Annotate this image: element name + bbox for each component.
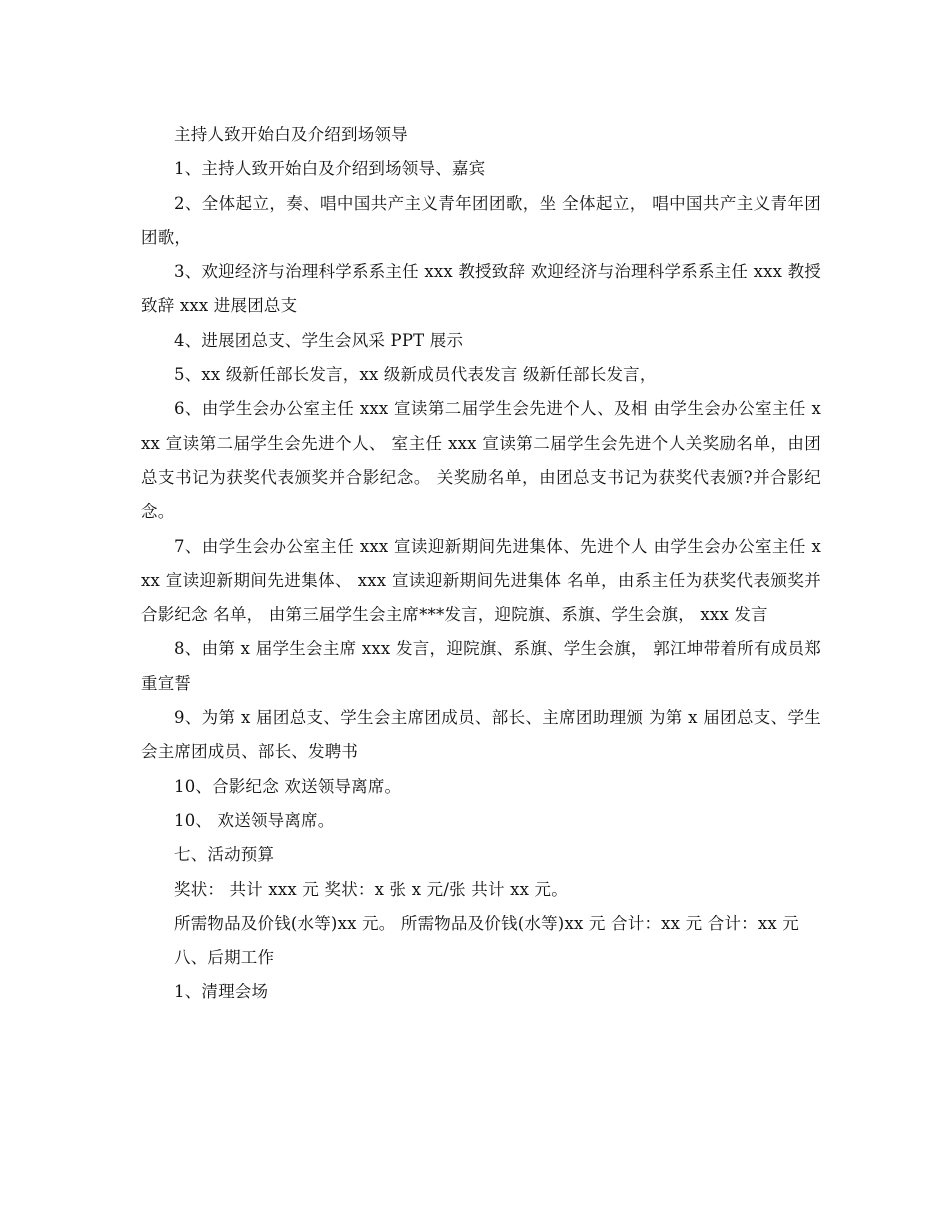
document-body (141, 118, 821, 1010)
paragraph-followup-1: 1、清理会场 (174, 982, 269, 1002)
paragraph-item-7: 7、由学生会办公室主任 xxx 宣读迎新期间先进集体、先进个人 由学生会办公室主任 xxx 宣读迎新期间先进集体、 xxx 宣读迎新期间先进集体 名单，由系主任为获奖代表颁奖并合影纪念 名单， 由第三届学生会主席***发言，迎院旗、系旗、学生会旗， xxx 发言 (141, 536, 821, 625)
paragraph-intro: 主持人致开始白及介绍到场领导 (174, 125, 408, 144)
section-heading-budget: 七、活动预算 (174, 845, 275, 865)
paragraph-item-10b: 10、 欢送领导离席。 (174, 810, 335, 830)
paragraph-item-10a: 10、合影纪念 欢送领导离席。 (174, 776, 402, 796)
paragraph-item-5: 5、xx 级新任部长发言，xx 级新成员代表发言 级新任部长发言， (174, 365, 657, 385)
paragraph-item-2: 2、全体起立，奏、唱中国共产主义青年团团歌，坐 全体起立， 唱中国共产主义青年团团歌， (141, 193, 821, 247)
paragraph-item-4: 4、进展团总支、学生会风采 PPT 展示 (174, 330, 464, 350)
paragraph-item-1: 1、主持人致开始白及介绍到场领导、嘉宾 (174, 159, 486, 179)
section-heading-followup: 八、后期工作 (174, 948, 275, 968)
paragraph-budget-supplies: 所需物品及价钱(水等)xx 元。 所需物品及价钱(水等)xx 元 合计：xx 元 合计：xx 元 (174, 913, 800, 933)
paragraph-item-9: 9、为第 x 届团总支、学生会主席团成员、部长、主席团助理颁 为第 x 届团总支、学生会主席团成员、部长、发聘书 (141, 708, 821, 762)
paragraph-item-3: 3、欢迎经济与治理科学系系主任 xxx 教授致辞 欢迎经济与治理科学系系主任 xxx 教授致辞 xxx 进展团总支 (141, 262, 821, 316)
paragraph-item-8: 8、由第 x 届学生会主席 xxx 发言，迎院旗、系旗、学生会旗， 郭江坤带着所有成员郑重宣誓 (141, 639, 821, 693)
paragraph-budget-awards: 奖状： 共计 xxx 元 奖状：x 张 x 元/张 共计 xx 元。 (174, 879, 568, 899)
paragraph-item-6: 6、由学生会办公室主任 xxx 宣读第二届学生会先进个人、及相 由学生会办公室主任 xxx 宣读第二届学生会先进个人、 室主任 xxx 宣读第二届学生会先进个人关奖励名单，由团总支书记为获奖代表颁奖并合影纪念。 关奖励名单，由团总支书记为获奖代表颁?并合影纪念。 (141, 399, 821, 522)
